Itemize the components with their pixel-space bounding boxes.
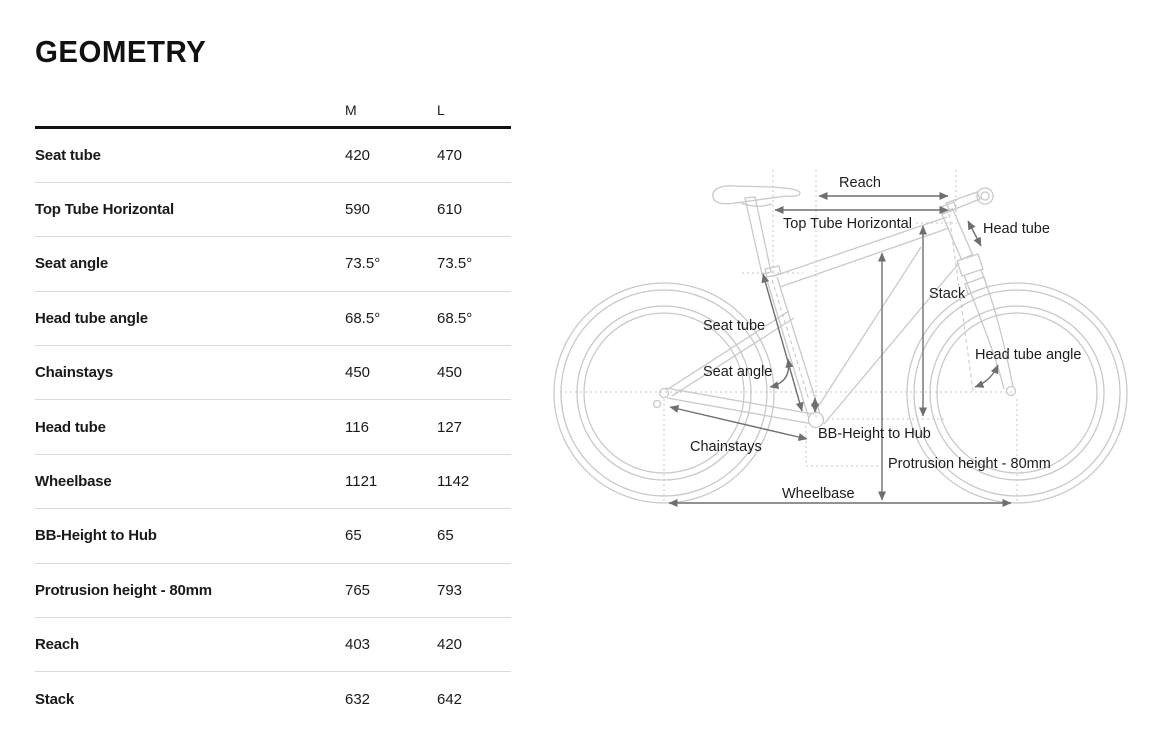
wheelbase-label: Wheelbase bbox=[782, 486, 855, 502]
column-header-size-m: M bbox=[345, 102, 357, 118]
row-value-l: 1142 bbox=[437, 473, 470, 491]
row-label: Top Tube Horizontal bbox=[35, 201, 174, 219]
row-value-l: 610 bbox=[437, 201, 463, 219]
page-title: GEOMETRY bbox=[35, 34, 207, 69]
head-tube-icon bbox=[942, 209, 973, 260]
stem-icon bbox=[946, 192, 980, 211]
row-value-l: 73.5° bbox=[437, 255, 473, 273]
diagram-labels bbox=[690, 175, 1081, 502]
top-tube-horizontal-label: Top Tube Horizontal bbox=[783, 216, 912, 232]
row-label: Chainstays bbox=[35, 364, 114, 382]
seat-angle-label: Seat angle bbox=[703, 364, 773, 380]
row-value-l: 127 bbox=[437, 418, 463, 436]
row-label: BB-Height to Hub bbox=[35, 527, 157, 545]
row-value-l: 793 bbox=[437, 581, 463, 599]
seat-tube-label: Seat tube bbox=[703, 318, 766, 334]
row-label: Protrusion height - 80mm bbox=[35, 581, 212, 599]
reach-label: Reach bbox=[839, 175, 881, 191]
row-value-m: 450 bbox=[345, 364, 371, 382]
row-value-m: 632 bbox=[345, 690, 371, 708]
head-tube-angle-arc bbox=[975, 365, 998, 387]
row-label: Reach bbox=[35, 636, 80, 654]
row-value-m: 73.5° bbox=[345, 255, 381, 273]
row-value-m: 68.5° bbox=[345, 309, 381, 327]
row-label: Wheelbase bbox=[35, 473, 112, 491]
column-header-size-l: L bbox=[437, 102, 445, 118]
row-value-m: 116 bbox=[345, 418, 369, 436]
stack-label: Stack bbox=[929, 286, 966, 302]
chainstays-label: Chainstays bbox=[690, 439, 762, 455]
bb-height-label: BB-Height to Hub bbox=[818, 426, 931, 442]
row-value-m: 65 bbox=[345, 527, 362, 545]
row-value-m: 403 bbox=[345, 636, 371, 654]
head-tube-angle-label: Head tube angle bbox=[975, 347, 1082, 363]
head-tube-arrow bbox=[968, 221, 981, 246]
chainstays-arrow bbox=[670, 407, 807, 439]
row-value-l: 68.5° bbox=[437, 309, 473, 327]
seat-axis-line bbox=[772, 280, 809, 400]
row-value-m: 765 bbox=[345, 581, 371, 599]
row-value-m: 1121 bbox=[345, 473, 378, 491]
row-label: Head tube bbox=[35, 418, 106, 436]
rear-derailleur-icon bbox=[654, 401, 661, 408]
row-label: Head tube angle bbox=[35, 309, 148, 327]
row-value-l: 420 bbox=[437, 636, 463, 654]
row-value-m: 590 bbox=[345, 201, 371, 219]
row-value-m: 420 bbox=[345, 146, 371, 164]
seatpost-icon bbox=[745, 197, 771, 274]
protrusion-height-label: Protrusion height - 80mm bbox=[888, 456, 1051, 472]
row-label: Seat angle bbox=[35, 255, 109, 273]
row-label: Seat tube bbox=[35, 146, 101, 164]
row-value-l: 450 bbox=[437, 364, 463, 382]
row-label: Stack bbox=[35, 690, 75, 708]
head-tube-label: Head tube bbox=[983, 221, 1050, 237]
row-value-l: 65 bbox=[437, 527, 454, 545]
row-value-l: 642 bbox=[437, 690, 463, 708]
row-value-l: 470 bbox=[437, 146, 463, 164]
